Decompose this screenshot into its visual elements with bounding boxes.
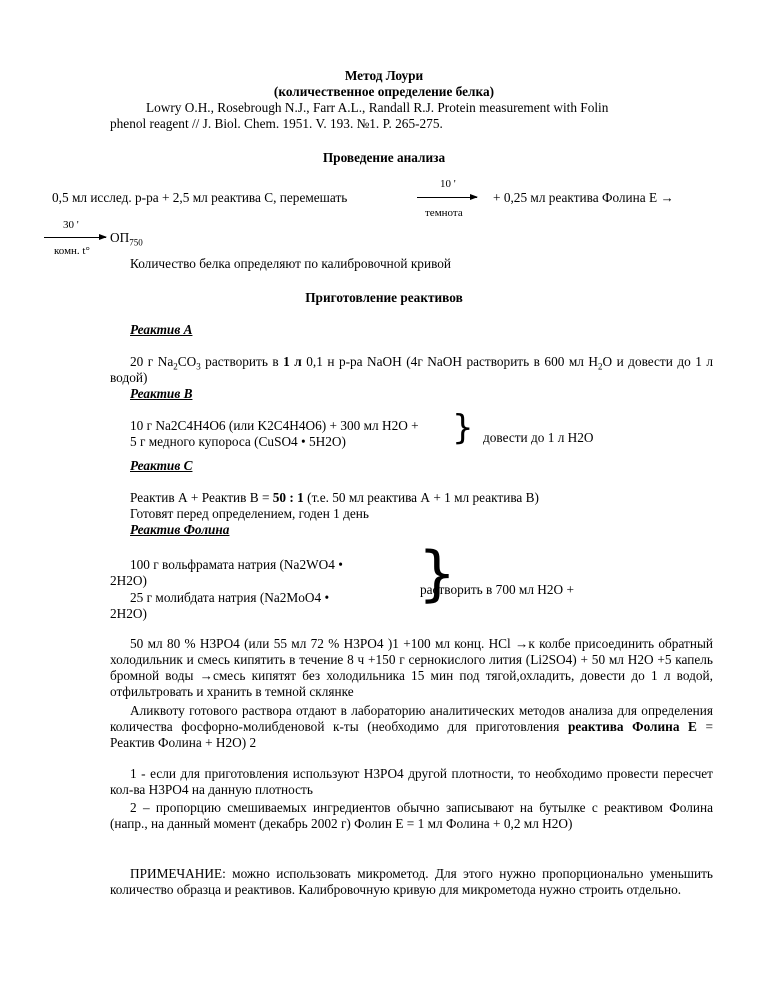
folin-line-2b: 2H2O) [110, 606, 147, 621]
reagent-c-line-1: Реактив А + Реактив В = 50 : 1 (т.е. 50 мл реактива А + 1 мл реактива В) [130, 490, 539, 505]
folin-paragraph-1: 50 мл 80 % H3PO4 (или 55 мл 72 % H3PO4 )1 +100 мл конц. HCl →к колбе присоединить обратный холодильник и смесь кипятить в течение 8 ч +150 г сернокислого лития (Li2SO4) + 50 мл H2O +5 капель бромной воды →смесь кипятят без холодильника 15 мин под тягой,охладить, довести до 1 л водой, отфильтровать и хранить в темной склянке [110, 636, 713, 699]
reagent-b-line-1: 10 г Na2C4H4O6 (или K2C4H4O6) + 300 мл H2O + [130, 418, 419, 433]
brace-b: } [452, 408, 474, 448]
arrow-1-condition: темнота [425, 207, 463, 219]
note: ПРИМЕЧАНИЕ: можно использовать микрометод. Для этого нужно пропорционально уменьшить количество образца и реактивов. Калибровочную кривую для микрометода нужно строить отдельно. [110, 866, 713, 897]
calibration-note: Количество белка определяют по калибровочной кривой [130, 256, 452, 271]
optical-density: $ОП_{750}$ [110, 230, 143, 248]
analysis-step-2: + 0,25 мл реактива Фолина Е → [493, 190, 674, 205]
arrow-2-condition: комн. t° [54, 245, 90, 257]
arrow-1-time: 10 ' [440, 178, 456, 190]
reagent-b-title: Реактив В [130, 386, 193, 401]
reference-line-1: Lowry O.H., Rosebrough N.J., Farr A.L., Randall R.J. Protein measurement with Folin [146, 100, 609, 115]
reagent-b-line-2: 5 г медного купороса (CuSO4 • 5H2O) [130, 434, 346, 449]
document-title: Метод Лоури [344, 68, 424, 83]
reagent-b-side: довести до 1 л H2O [483, 430, 594, 445]
arrow-2 [44, 237, 106, 238]
analysis-step-1: 0,5 мл исслед. р-ра + 2,5 мл реактива С, перемешать [52, 190, 348, 205]
brace-folin: } [418, 539, 457, 609]
reagents-heading: Приготовление реактивов [305, 290, 463, 305]
reagent-c-title: Реактив С [130, 458, 193, 473]
folin-side: растворить в 700 мл H2O + [420, 582, 574, 597]
footnote-2: 2 – пропорцию смешиваемых ингредиентов обычно записывают на бутылке с реактивом Фолина (напр., на данный момент (декабрь 2002 г) Фолин Е = 1 мл Фолина + 0,2 мл H2O) [110, 800, 713, 831]
document-subtitle: (количественное определение белка) [273, 84, 495, 99]
reference-line-2: phenol reagent // J. Biol. Chem. 1951. V. 193. №1. P. 265-275. [110, 116, 443, 131]
folin-line-1b: 2H2O) [110, 573, 147, 588]
arrow-1 [417, 197, 477, 198]
reagent-folin-title: Реактив Фолина [130, 522, 230, 537]
arrow-2-time: 30 ' [63, 219, 79, 231]
folin-paragraph-2: Аликвоту готового раствора отдают в лабораторию аналитических методов анализа для определения количества фосфорно-молибденовой к-ты (необходимо для приготовления реактива Фолина Е = Реактив Фолина + H2O) 2 [110, 703, 713, 750]
folin-line-1: 100 г вольфрамата натрия (Na2WO4 • [130, 557, 343, 572]
analysis-heading: Проведение анализа [322, 150, 446, 165]
reagent-a-text: 20 г $Na_2CO_3$ растворить в 1 л 0,1 н р-ра NaOH (4г NaOH растворить в 600 мл $H_2O$ и довести до 1 л водой) [110, 354, 713, 385]
footnote-1: 1 - если для приготовления используют H3PO4 другой плотности, то необходимо провести пересчет кол-ва H3PO4 на данную плотность [110, 766, 713, 797]
reagent-c-line-2: Готовят перед определением, годен 1 день [130, 506, 369, 521]
folin-line-2: 25 г молибдата натрия (Na2MoO4 • [130, 590, 330, 605]
reagent-a-title: Реактив А [130, 322, 193, 337]
